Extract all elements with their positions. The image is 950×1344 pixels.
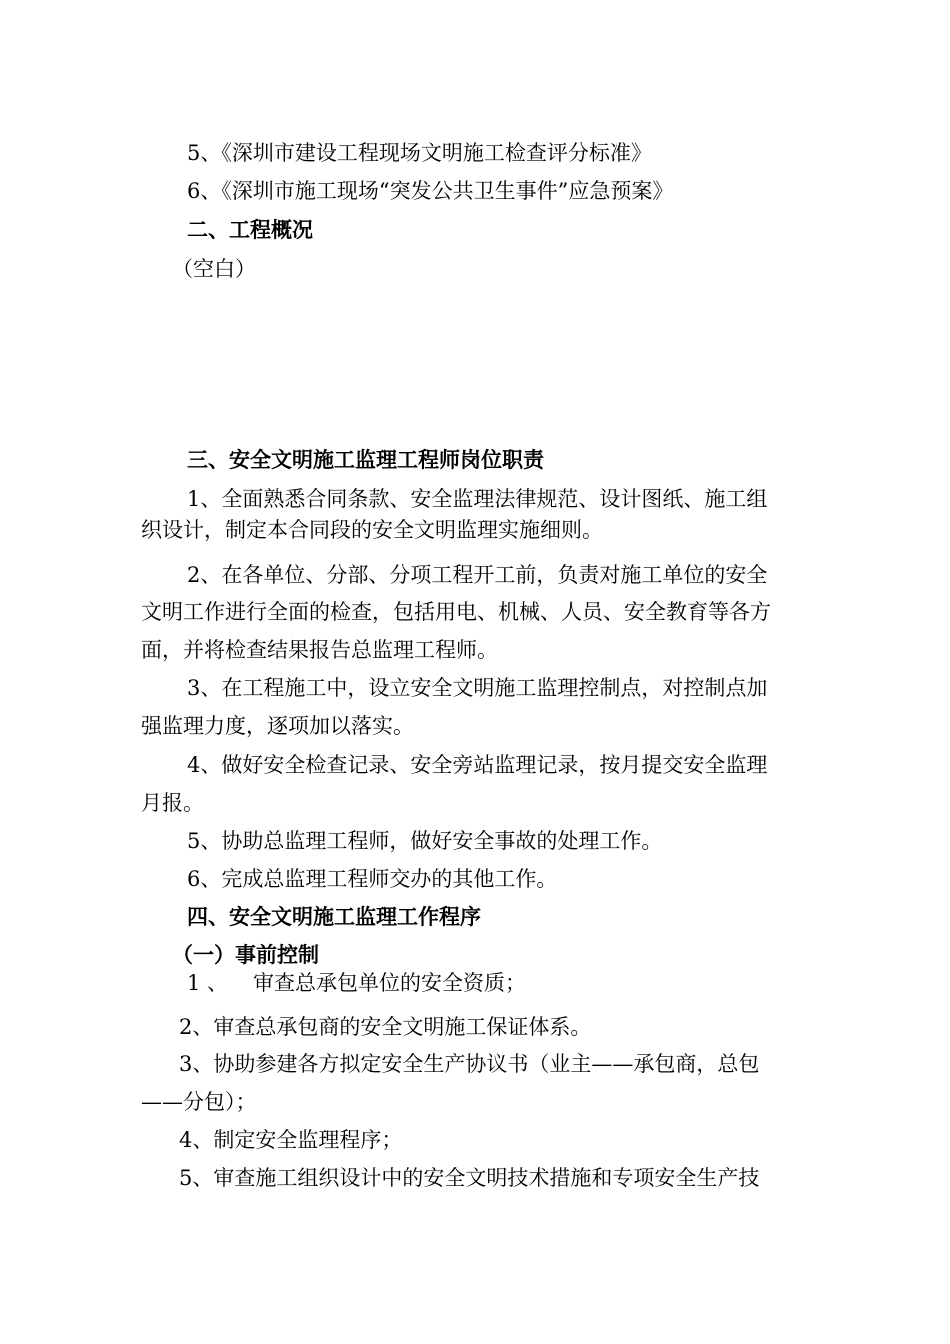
control-item-1 [187, 968, 950, 998]
control-item-4: 4、制定安全监理程序； [179, 1128, 403, 1152]
duty-1-line-1: 1、全面熟悉合同条款、安全监理法律规范、设计图纸、施工组 [187, 487, 768, 511]
overview-placeholder: （空白） [172, 257, 256, 281]
control-item-1-number: 1 、 [187, 971, 229, 995]
subsection-heading-prior-control: （一）事前控制 [172, 943, 319, 967]
duty-3-line-1: 3、在工程施工中，设立安全文明施工监理控制点，对控制点加 [187, 676, 768, 700]
duty-2-line-3: 面，并将检查结果报告总监理工程师。 [141, 638, 498, 662]
duty-4-line-2: 月报。 [141, 791, 204, 815]
section-heading-duties: 三、安全文明施工监理工程师岗位职责 [187, 448, 544, 472]
control-item-3-line-1: 3、协助参建各方拟定安全生产协议书（业主——承包商，总包 [179, 1052, 760, 1076]
duty-3-line-2: 强监理力度，逐项加以落实。 [141, 714, 414, 738]
duty-6: 6、完成总监理工程师交办的其他工作。 [187, 867, 558, 891]
control-item-5-line-1: 5、审查施工组织设计中的安全文明技术措施和专项安全生产技 [179, 1166, 760, 1190]
duty-2-line-1: 2、在各单位、分部、分项工程开工前，负责对施工单位的安全 [187, 563, 768, 587]
reference-item-5: 5、《深圳市建设工程现场文明施工检查评分标准》 [187, 141, 652, 165]
control-item-3-line-2: ——分包）； [141, 1090, 257, 1114]
section-heading-overview: 二、工程概况 [187, 218, 313, 242]
control-item-1-text: 审查总承包单位的安全资质； [253, 971, 526, 995]
duty-2-line-2: 文明工作进行全面的检查，包括用电、机械、人员、安全教育等各方 [141, 600, 771, 624]
duty-5: 5、协助总监理工程师，做好安全事故的处理工作。 [187, 829, 663, 853]
duty-4-line-1: 4、做好安全检查记录、安全旁站监理记录，按月提交安全监理 [187, 753, 768, 777]
duty-1-line-2: 织设计，制定本合同段的安全文明监理实施细则。 [141, 518, 603, 542]
control-item-2: 2、审查总承包商的安全文明施工保证体系。 [179, 1015, 592, 1039]
section-heading-procedure: 四、安全文明施工监理工作程序 [187, 905, 481, 929]
reference-item-6: 6、《深圳市施工现场“突发公共卫生事件”应急预案》 [187, 179, 674, 203]
